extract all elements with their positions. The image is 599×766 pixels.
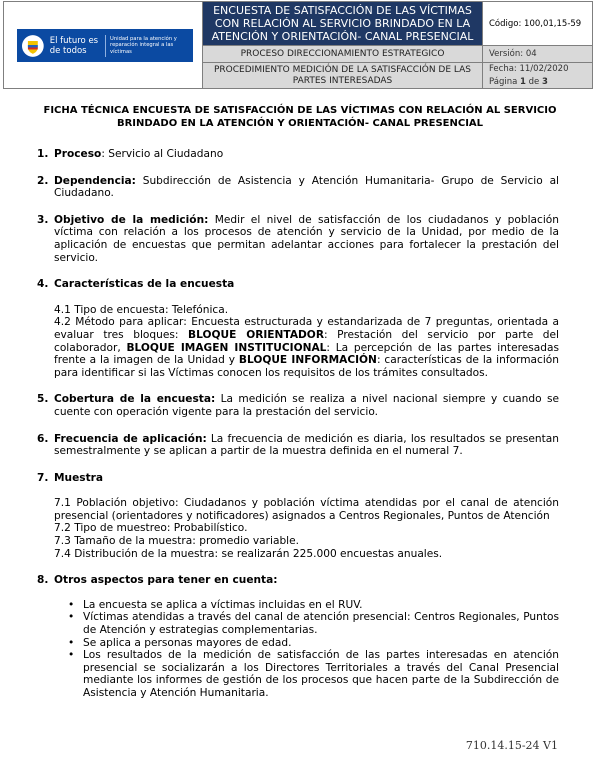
sub-item: 4.1 Tipo de encuesta: Telefónica. [54, 303, 229, 316]
sub-item: 7.2 Tipo de muestreo: Probabilístico. [54, 522, 248, 535]
page-prefix: Página [489, 77, 521, 87]
item-label: Cobertura de la encuesta: [54, 393, 216, 406]
header-title: ENCUESTA DE SATISFACCIÓN DE LAS VÍCTIMAS CON RELACIÓN AL SERVICIO BRINDADO EN LA ATENCIÓN Y ORIENTACIÓN- CANAL PRESENCIAL [203, 2, 482, 46]
bullet-item: • Víctimas atendidas a través del canal de atención presencial: Centros Regionales, Puntos de Atención y estrategias complementarias. [83, 611, 559, 636]
item-text: Subdirección de Asistencia y Atención Humanitaria- Grupo de Servicio al Ciudadano. [54, 174, 559, 200]
logo-unit-name: Unidad para la atención y reparación integral a las víctimas [110, 36, 177, 55]
text-run: : La percepción de las partes interesadas frente a la imagen de la Unidad y [54, 341, 559, 367]
coat-of-arms-icon [21, 34, 45, 58]
page-mid: de [525, 77, 542, 87]
item-number: 8. [37, 574, 49, 587]
item-number: 3. [37, 213, 49, 226]
bold-run: BLOQUE IMAGEN INSTITUCIONAL [126, 341, 327, 354]
text-run: : Prestación del servicio por parte del colaborador, [54, 328, 559, 354]
item-label: Objetivo de la medición: [54, 213, 209, 226]
document-title: FICHA TÉCNICA ENCUESTA DE SATISFACCIÓN DE LAS VÍCTIMAS CON RELACIÓN AL SERVICIO BRINDADO EN LA ATENCIÓN Y ORIENTACIÓN- CANAL PRESENCIAL [43, 105, 557, 129]
sub-item: 7.1 Población objetivo: Ciudadanos y población víctima atendidas por el canal de atención presencial (orientadores y notificadores) asignados a Centros Regionales, Puntos de Atención [54, 497, 559, 522]
list-item [37, 472, 559, 561]
item-text: La frecuencia de medición es diaria, los resultados se presentan semestralmente y se aplican a partir de la muestra definida en el numeral 7. [54, 432, 559, 458]
item-number: 7. [37, 471, 49, 484]
item-label: Frecuencia de aplicación: [54, 432, 207, 445]
item-text: : Servicio al Ciudadano [101, 148, 224, 160]
logo-divider [105, 35, 106, 57]
item-number: 6. [37, 432, 49, 445]
bold-run: BLOQUE ORIENTADOR [188, 328, 324, 341]
item-label: Muestra [54, 471, 104, 484]
item-label: Dependencia: [54, 174, 136, 187]
unit-logo [17, 29, 193, 62]
bullet-list [54, 599, 559, 700]
header-code: Código: 100,01,15-59 [482, 2, 592, 46]
header-procedure: PROCEDIMIENTO MEDICIÓN DE LA SATISFACCIÓN DE LAS PARTES INTERESADAS [203, 63, 482, 88]
bullet-item: • Se aplica a personas mayores de edad. [83, 637, 559, 650]
document-header [3, 1, 593, 89]
item-subsection [54, 304, 559, 380]
logo-cell [4, 2, 203, 88]
document-body [37, 148, 559, 714]
item-text: Medir el nivel de satisfacción de los ciudadanos y población víctima con relación a los procesos de atención y servicio de la Unidad, por medio de la aplicación de encuestas que permitan adelantar acciones para fortalecer la prestación del servicio. [54, 213, 560, 264]
item-number: 1. [37, 148, 49, 160]
sub-item [54, 316, 559, 379]
page-total: 3 [541, 77, 548, 87]
footer-code: 710.14.15-24 V1 [465, 739, 558, 752]
sub-item: 7.4 Distribución de la muestra: se realizarán 225.000 encuestas anuales. [54, 547, 443, 560]
list-item [37, 433, 559, 458]
text-run: : características de la información para identificar si las Víctimas conocen los requisitos de los trámites consultados. [54, 354, 559, 379]
item-label: Proceso [54, 148, 102, 160]
list-item [37, 278, 559, 379]
header-version: Versión: 04 [482, 46, 592, 63]
text-run: 4.2 Método para aplicar: Encuesta estructurada y estandarizada de 7 preguntas, orientada a evaluar tres bloques: [54, 316, 559, 341]
sub-item: 7.3 Tamaño de la muestra: promedio variable. [54, 535, 300, 548]
logo-slogan: El futuro es de todos [49, 35, 99, 56]
bullet-item: • Los resultados de la medición de satisfacción de las partes interesadas en atención presencial se socializarán a los Directores Territoriales a través del Canal Presencial mediante los informes de gestión de los procesos que hacen parte de la Subdirección de Asistencia y Atención Humanitaria. [83, 649, 559, 699]
list-item [37, 574, 559, 699]
page-number: 1 [520, 77, 526, 87]
item-number: 4. [37, 278, 49, 291]
item-number: 2. [37, 174, 49, 187]
item-text: La medición se realiza a nivel nacional siempre y cuando se cuente con operación vigente para la prestación del servicio. [54, 393, 560, 418]
header-page [482, 76, 592, 88]
list-item [37, 214, 559, 264]
item-label: Otros aspectos para tener en cuenta: [54, 574, 278, 587]
bold-run: BLOQUE INFORMACIÓN [238, 354, 377, 367]
list-item [37, 393, 559, 418]
list-item [37, 175, 559, 200]
header-date: Fecha: 11/02/2020 [482, 63, 592, 76]
item-subsection [54, 497, 559, 560]
header-process: PROCESO DIRECCIONAMIENTO ESTRATEGICO [203, 46, 482, 63]
bullet-item: • La encuesta se aplica a víctimas incluidas en el RUV. [83, 599, 559, 612]
item-label: Características de la encuesta [54, 278, 235, 291]
list-item [37, 148, 559, 161]
item-number: 5. [37, 393, 49, 406]
